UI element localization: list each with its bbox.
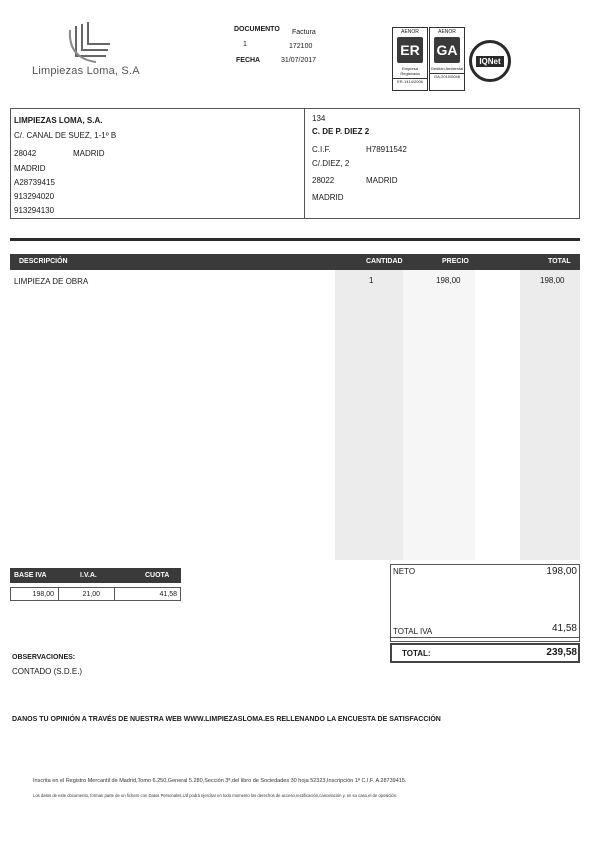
company-name: LIMPIEZAS LOMA, S.A.: [14, 116, 103, 125]
items-table-header: [10, 254, 580, 270]
item-cantidad: 1: [369, 276, 374, 285]
neto-label: NETO: [393, 567, 416, 576]
section-rule: [10, 238, 580, 241]
client-cif-label: C.I.F.: [312, 145, 331, 154]
cert-org: AENOR: [438, 29, 456, 35]
documento-value: Factura: [292, 29, 316, 36]
client-name: C. DE P. DIEZ 2: [312, 127, 370, 136]
iva-header-cuota: CUOTA: [145, 572, 170, 579]
client-street: C/.DIEZ, 2: [312, 159, 350, 168]
company-phone-1: 913294020: [14, 192, 55, 201]
iqnet-mark: IQNet: [476, 56, 503, 67]
iva-base-value: 198,00: [32, 591, 54, 598]
cert-caption: Empresa Registrada: [400, 66, 420, 76]
column-shade-total: [520, 270, 580, 560]
observaciones-value: CONTADO (S.D.E.): [12, 667, 83, 676]
iqnet-certification-seal-icon: [469, 40, 511, 82]
iva-cuota-value: 41,58: [159, 591, 177, 598]
company-logo-text: Limpiezas Loma, S.A: [32, 65, 140, 77]
cert-org: AENOR: [401, 29, 419, 35]
documento-label: DOCUMENTO: [234, 26, 280, 33]
client-code: 134: [312, 114, 326, 123]
fecha-label: FECHA: [236, 57, 261, 64]
header-total: TOTAL: [548, 258, 571, 265]
fecha-value: 31/07/2017: [281, 57, 317, 64]
item-precio: 198,00: [436, 276, 461, 285]
client-postal-code: 28022: [312, 176, 335, 185]
iva-header-base: BASE IVA: [14, 572, 47, 579]
header-precio: PRECIO: [442, 258, 469, 265]
totals-separator: [390, 637, 580, 638]
iva-col-sep: [114, 587, 115, 601]
neto-value: 198,00: [546, 566, 577, 577]
total-iva-value: 41,58: [551, 623, 577, 634]
company-city-right: MADRID: [73, 149, 105, 158]
cert-code: GA-2010/0048: [430, 73, 464, 79]
header-cantidad: CANTIDAD: [366, 258, 403, 265]
client-city: MADRID: [312, 193, 344, 202]
item-total: 198,00: [540, 276, 565, 285]
company-phone-2: 913294130: [14, 206, 55, 215]
company-cif: A28739415: [14, 178, 55, 187]
column-shade-precio: [403, 270, 475, 560]
total-iva-label: TOTAL IVA: [393, 627, 433, 636]
survey-message: DANOS TU OPINIÓN A TRAVÉS DE NUESTRA WEB WWW.LIMPIEZASLOMA.ES RELLENANDO LA ENCUESTA DE SATISFACCIÓN: [12, 716, 441, 723]
iva-header-iva: I.V.A.: [80, 572, 97, 579]
observaciones-label: OBSERVACIONES:: [12, 654, 76, 661]
address-divider: [304, 108, 305, 219]
ga-mark-icon: GA: [434, 37, 460, 63]
er-mark-icon: ER: [397, 37, 423, 63]
total-label: TOTAL:: [402, 649, 431, 658]
privacy-note: Los datos de este documento, forman parte de un fichero con Datos Personales.Ud podrá ejercitar en todo momento los derechos de acceso,rectificación,cancelación y, en su caso,el de oposición.: [33, 793, 398, 798]
company-postal-code: 28042: [14, 149, 37, 158]
company-city: MADRID: [14, 164, 46, 173]
iva-rate-value: 21,00: [82, 591, 100, 598]
total-value: 239,58: [546, 647, 577, 658]
client-city-right: MADRID: [366, 176, 398, 185]
iva-col-sep: [58, 587, 59, 601]
company-street: C/. CANAL DE SUEZ, 1-1º B: [14, 131, 117, 140]
aenor-er-certification: [392, 27, 428, 91]
registry-note: Inscrita en el Registro Mercantil de Madrid,Tomo 6.250,General 5.280,Sección 3ª,del libro de Sociedades 30 hoja 52323,Inscripción 1ª C.I.F. A 28739415.: [33, 778, 407, 784]
document-number-index: 1: [243, 41, 247, 48]
document-number: 172100: [289, 43, 313, 50]
item-descripcion: LIMPIEZA DE OBRA: [14, 277, 89, 286]
cert-caption: Gestión Ambiental: [430, 66, 464, 71]
client-cif-value: H78911542: [366, 145, 407, 154]
column-shade-cantidad: [335, 270, 403, 560]
aenor-ga-certification: [429, 27, 465, 91]
cert-code: ER-1414/2006: [393, 78, 427, 84]
header-descripcion: DESCRIPCIÓN: [19, 258, 68, 265]
company-logo-icon: [66, 20, 112, 64]
